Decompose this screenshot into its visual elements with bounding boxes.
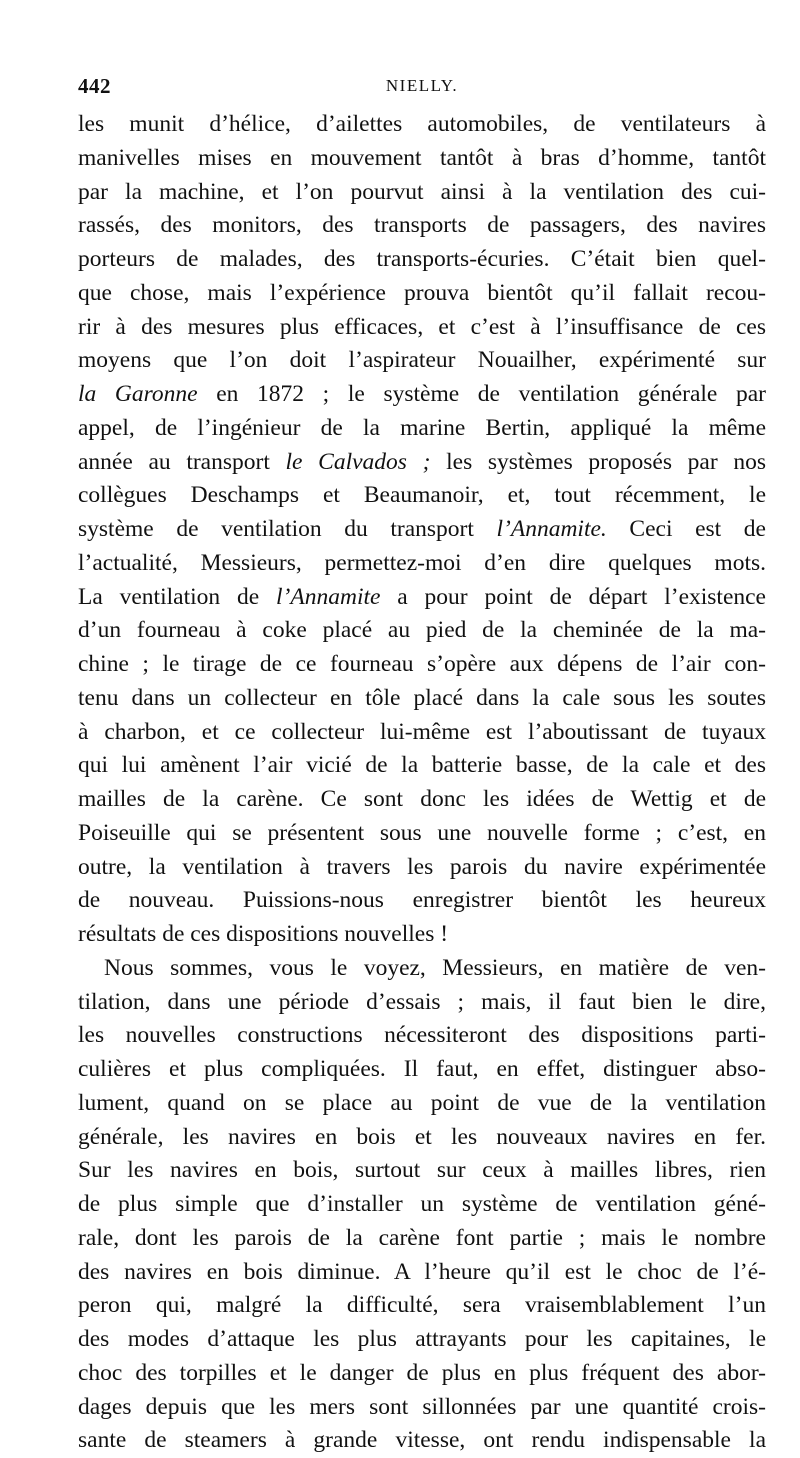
text-line: les nouvelles constructions nécessiteront des dispositions parti- — [78, 1022, 766, 1049]
text-fragment: Ceci est de — [606, 516, 766, 542]
text-line: moyens que l’on doit l’aspirateur Nouailher, expérimenté sur — [78, 347, 766, 374]
text-line: de plus simple que d’installer un système de ventilation géné- — [78, 1191, 766, 1217]
text-line — [78, 378, 766, 412]
text-line: lument, quand on se place au point de vue de la ventilation — [78, 1089, 766, 1116]
text-line: rassés, des monitors, des transports de passagers, des navires — [78, 212, 766, 239]
text-line: Sur les navires en bois, surtout sur ceux à mailles libres, rien — [78, 1157, 766, 1184]
text-line: rir à des mesures plus efficaces, et c’est à l’insuffisance de ces — [78, 313, 766, 340]
paragraph-start-line: Nous sommes, vous le voyez, Messieurs, en matière de ven- — [104, 954, 766, 981]
ship-name-annamite: l’Annamite — [276, 583, 381, 610]
text-line: d’un fourneau à coke placé au pied de la cheminée de la ma- — [78, 617, 766, 644]
page-number: 442 — [78, 74, 111, 98]
paragraph-end-line: résultats de ces dispositions nouvelles ! — [78, 921, 449, 947]
running-head — [78, 68, 766, 102]
text-line: porteurs de malades, des transports-écuries. C’était bien quel- — [78, 246, 766, 272]
book-page — [78, 68, 766, 1454]
ship-name-annamite: l’Annamite. — [496, 516, 607, 542]
text-line: qui lui amènent l’air vicié de la batterie basse, de la cale et des — [78, 752, 766, 779]
text-line: outre, la ventilation à travers les parois du navire expérimentée — [78, 853, 766, 880]
text-fragment: La ventilation de — [78, 583, 277, 610]
text-line: tenu dans un collecteur en tôle placé dans la cale sous les soutes — [78, 684, 766, 711]
text-fragment: système de ventilation du transport — [78, 516, 497, 542]
text-line: collègues Deschamps et Beaumanoir, et, tout récemment, le — [78, 482, 766, 509]
text-line: générale, les navires en bois et les nouveaux navires en fer. — [78, 1123, 766, 1150]
text-line — [78, 513, 766, 547]
text-line: les munit d’hélice, d’ailettes automobiles, de ventilateurs à — [78, 111, 766, 137]
text-line: manivelles mises en mouvement tantôt à bras d’homme, tantôt — [78, 144, 766, 171]
text-line: appel, de l’ingénieur de la marine Bertin, appliqué la même — [78, 414, 766, 441]
text-fragment: a pour point de départ l’existence — [380, 583, 766, 610]
text-line: Poiseuille qui se présentent sous une nouvelle forme ; c’est, en — [78, 819, 766, 846]
text-line: rale, dont les parois de la carène font partie ; mais le nombre — [78, 1224, 766, 1251]
ship-name-garonne: la Garonne — [78, 381, 198, 407]
text-line: tilation, dans une période d’essais ; mais, il faut bien le dire, — [78, 988, 766, 1015]
text-line: par la machine, et l’on pourvut ainsi à la ventilation des cui- — [78, 178, 766, 205]
text-fragment: année au transport — [78, 448, 286, 475]
body-text — [78, 108, 766, 1458]
text-line: des navires en bois diminue. A l’heure qu’il est le choc de l’é- — [78, 1258, 766, 1285]
text-fragment: les systèmes proposés par nos — [430, 448, 766, 475]
text-line: que chose, mais l’expérience prouva bientôt qu’il fallait recou- — [78, 279, 766, 306]
text-line — [78, 446, 766, 480]
text-line: choc des torpilles et le danger de plus en plus fréquent des abor- — [78, 1359, 766, 1386]
text-line: dages depuis que les mers sont sillonnées par une quantité crois- — [78, 1393, 766, 1420]
text-line — [78, 581, 766, 615]
text-line: sante de steamers à grande vitesse, ont rendu indispensable la — [78, 1427, 766, 1454]
text-line: l’actualité, Messieurs, permettez-moi d’en dire quelques mots. — [78, 549, 766, 576]
text-line: peron qui, malgré la difficulté, sera vraisemblablement l’un — [78, 1292, 766, 1319]
text-line: à charbon, et ce collecteur lui-même est l’aboutissant de tuyaux — [78, 718, 766, 745]
text-line: culières et plus compliquées. Il faut, en effet, distinguer abso- — [78, 1056, 766, 1082]
running-title: NIELLY. — [385, 76, 459, 95]
text-line: chine ; le tirage de ce fourneau s’opère aux dépens de l’air con- — [78, 651, 766, 677]
text-fragment: en 1872 ; le système de ventilation générale par — [197, 381, 766, 407]
text-line: des modes d’attaque les plus attrayants pour les capitaines, le — [78, 1326, 766, 1352]
text-line: mailles de la carène. Ce sont donc les idées de Wettig et de — [78, 786, 766, 812]
ship-name-calvados: le Calvados ; — [285, 448, 431, 475]
text-line: de nouveau. Puissions-nous enregistrer bientôt les heureux — [78, 887, 766, 914]
